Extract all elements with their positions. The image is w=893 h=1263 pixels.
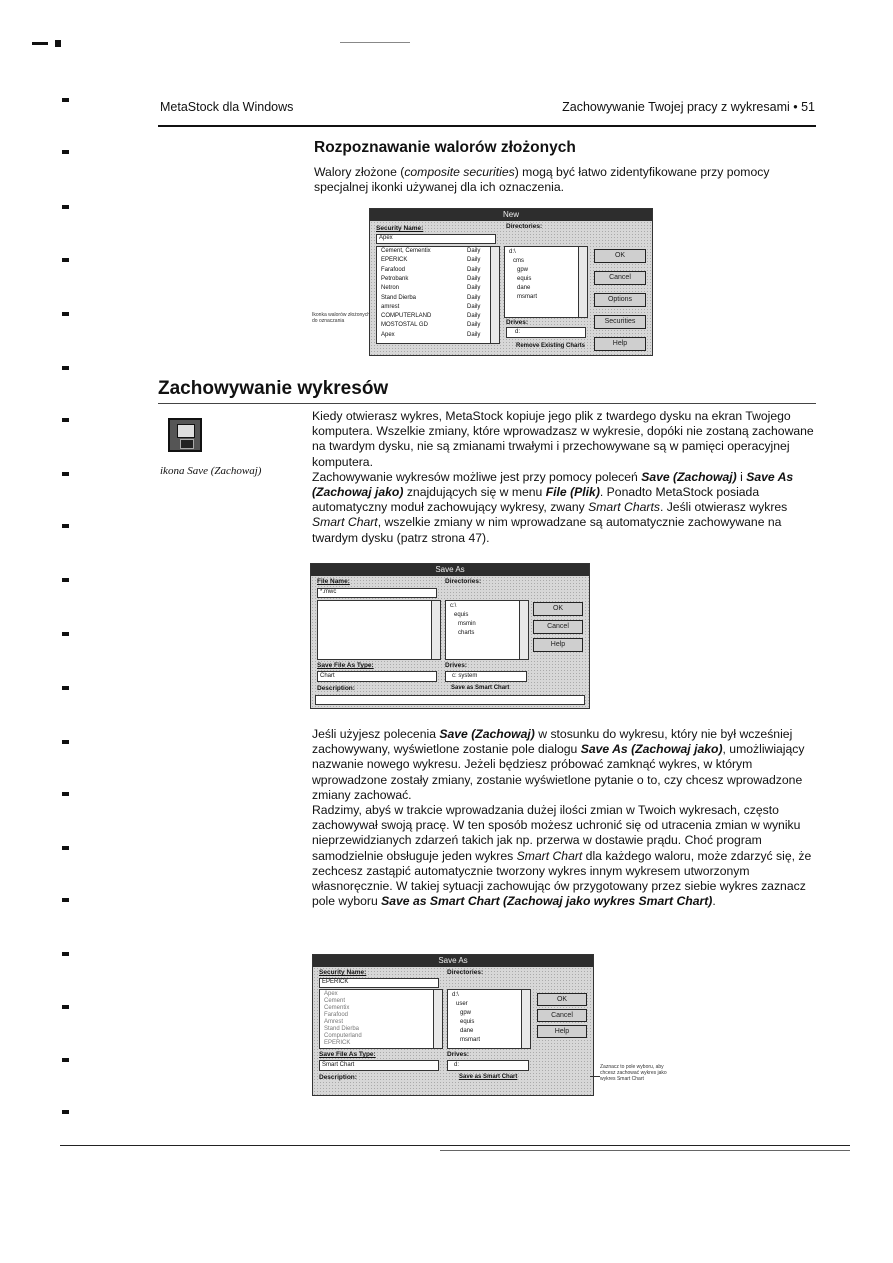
paragraph: Jeśli użyjesz polecenia Save (Zachowaj) w stosunku do wykresu, który nie był wcześniej zachowywany, wyświetlone zostanie pole dialogu Save As (Zachowaj jako), umożliwiający nazwanie nowego wykresu. Jeżeli będziesz próbować zamknąć wykres, w którym wprowadzone zostały zmiany, zostanie wyświetlone pytanie o to, czy chcesz wprowadzone zmiany zachować. xyxy=(312,727,805,802)
drives-label: Drives: xyxy=(447,1051,470,1058)
directory-item: equis xyxy=(454,612,469,618)
security-name-input: EPERICK xyxy=(319,978,439,988)
security-name-label: Security Name: xyxy=(376,225,424,232)
list-item-period: Daily xyxy=(467,313,481,320)
directory-item: dane xyxy=(517,285,531,291)
list-item: EPERICK xyxy=(324,1040,351,1046)
description-label: Description: xyxy=(317,685,355,692)
list-item: Cement, Cementix xyxy=(381,248,431,254)
dialog-button: Options xyxy=(594,293,646,307)
list-item: Farafood xyxy=(381,266,406,273)
directory-item: dane xyxy=(460,1028,474,1034)
dialog-button: OK xyxy=(533,602,583,616)
margin-mark xyxy=(62,846,69,850)
list-item-period: Daily xyxy=(467,331,481,338)
dialog-button: OK xyxy=(594,249,646,263)
margin-mark xyxy=(62,258,69,262)
securities-list xyxy=(319,989,443,1049)
directory-item: cms xyxy=(513,258,524,264)
margin-mark xyxy=(62,524,69,528)
dialog-button: Cancel xyxy=(537,1009,587,1022)
directory-item: msmart xyxy=(517,294,537,300)
dialog-button: OK xyxy=(537,993,587,1006)
list-item: EPERICK xyxy=(381,257,408,264)
body-text-2 xyxy=(312,727,822,909)
drives-select: d: xyxy=(447,1060,529,1071)
file-list xyxy=(317,600,441,660)
file-name-label: File Name: xyxy=(317,578,350,585)
list-item-period: Daily xyxy=(467,322,481,329)
dialog-button: Help xyxy=(537,1025,587,1038)
file-name-input: *.mwc xyxy=(317,588,437,598)
drives-label: Drives: xyxy=(445,662,468,669)
margin-mark xyxy=(62,952,69,956)
corner-mark xyxy=(55,40,61,47)
section-heading: Rozpoznawanie walorów złożonych xyxy=(314,139,576,156)
list-item: Netron xyxy=(381,285,400,292)
running-header-right: Zachowywanie Twojej pracy z wykresami • 51 xyxy=(562,100,815,114)
save-type-select: Chart xyxy=(317,671,437,682)
paragraph: Zachowywanie wykresów możliwe jest przy pomocy poleceń Save (Zachowaj) i Save As (Zachowaj jako) znajdujących się w menu File (Plik). Ponadto MetaStock posiada automatyczny moduł zachowujący wykresy, zwany Smart Charts. Jeśli otwierasz wykres Smart Chart, wszelkie zmiany w nim wprowadzane są automatycznie zachowywane na twardym dysku (patrz strona 47). xyxy=(312,469,794,545)
margin-mark xyxy=(62,686,69,690)
dialog-button: Securities xyxy=(594,315,646,329)
directories-list xyxy=(504,246,588,318)
dialog-title: Save As xyxy=(311,564,589,576)
save-type-label: Save File As Type: xyxy=(317,662,374,669)
list-item-period: Daily xyxy=(467,248,481,254)
dialog-button: Cancel xyxy=(594,271,646,285)
list-item: Computerland xyxy=(324,1033,362,1039)
margin-mark xyxy=(62,1005,69,1009)
save-smart-chart-checkbox: Save as Smart Chart xyxy=(451,685,510,691)
margin-mark xyxy=(62,312,69,316)
list-item: COMPUTERLAND xyxy=(381,313,432,320)
smart-chart-callout: Zaznacz to pole wyboru, aby chcesz zachować wykres jako wykres Smart Chart xyxy=(600,1064,667,1082)
drives-label: Drives: xyxy=(506,319,529,326)
save-as-dialog-screenshot xyxy=(310,563,590,709)
list-item: Cementix xyxy=(324,1005,350,1011)
directories-label: Directories: xyxy=(506,223,543,230)
dialog-button: Cancel xyxy=(533,620,583,634)
corner-mark xyxy=(32,42,48,45)
save-icon xyxy=(168,418,202,452)
directories-list xyxy=(445,600,529,660)
directory-item: gpw xyxy=(517,267,529,273)
header-rule xyxy=(158,125,816,127)
margin-mark xyxy=(62,898,69,902)
list-item-period: Daily xyxy=(467,285,481,292)
list-item: Petrobank xyxy=(381,275,409,282)
dialog-title: New xyxy=(370,209,652,221)
paragraph: Radzimy, abyś w trakcie wprowadzania dużej ilości zmian w Twoich wykresach, często zachowywał swoją pracę. W ten sposób możesz uchronić się od utracenia zmian w wyniku nieprzewidzianych zdarzeń takich jak np. przerwa w dostawie prądu. Choć program samodzielnie obsługuje jeden wykres Smart Chart dla każdego waloru, może zdarzyć się, że zechcesz zastąpić automatycznie tworzony wykres innym wykresem utworzonym własnoręcznie. W takiej sytuacji zachowując ów przygotowany przez siebie wykres zaznacz pole wyboru Save as Smart Chart (Zachowaj jako wykres Smart Chart). xyxy=(312,803,812,909)
directories-label: Directories: xyxy=(447,969,484,976)
list-item-period: Daily xyxy=(467,266,481,273)
margin-mark xyxy=(62,366,69,370)
margin-mark xyxy=(62,632,69,636)
description-input xyxy=(315,695,585,705)
list-item: MOSTOSTAL GD xyxy=(381,322,428,329)
margin-mark xyxy=(62,578,69,582)
dialog-button: Help xyxy=(594,337,646,351)
icon-caption: ikona Save (Zachowaj) xyxy=(160,465,262,477)
remove-charts-checkbox: Remove Existing Charts xyxy=(516,343,586,349)
margin-mark xyxy=(62,740,69,744)
margin-mark xyxy=(62,1058,69,1062)
chapter-heading: Zachowywanie wykresów xyxy=(158,378,389,399)
description-label: Description: xyxy=(319,1074,357,1081)
directory-item: msmart xyxy=(460,1037,480,1043)
margin-mark xyxy=(62,792,69,796)
directories-list xyxy=(447,989,531,1049)
directory-item: equis xyxy=(460,1019,475,1025)
directory-item: c:\ xyxy=(450,603,457,609)
directory-item: d:\ xyxy=(452,992,459,998)
callout-line xyxy=(590,1076,600,1077)
running-header-left: MetaStock dla Windows xyxy=(160,100,294,114)
dialog-button: Help xyxy=(533,638,583,652)
footer-rule-2 xyxy=(440,1150,850,1151)
save-type-select: Smart Chart xyxy=(319,1060,439,1071)
margin-mark xyxy=(62,1110,69,1114)
list-item: Stand Dierba xyxy=(381,294,417,301)
directory-item: equis xyxy=(517,276,532,282)
margin-mark xyxy=(62,472,69,476)
directory-item: charts xyxy=(458,630,475,636)
margin-mark xyxy=(62,418,69,422)
footer-rule xyxy=(60,1145,850,1146)
body-text xyxy=(312,409,822,546)
securities-list xyxy=(376,246,500,344)
save-type-label: Save File As Type: xyxy=(319,1051,376,1058)
directory-item: msmin xyxy=(458,621,476,627)
chapter-rule xyxy=(158,403,816,404)
margin-mark xyxy=(62,98,69,102)
directory-item: user xyxy=(456,1001,468,1007)
list-item-period: Daily xyxy=(467,294,481,301)
top-thin-rule xyxy=(340,42,410,43)
list-item: Stand Dierba xyxy=(324,1026,360,1032)
directory-item: gpw xyxy=(460,1010,472,1016)
security-name-input: Apex xyxy=(376,234,496,244)
margin-mark xyxy=(62,150,69,154)
composite-icon-callout: Ikonka walorów złożonych do oznaczania xyxy=(312,312,371,324)
list-item: Apex xyxy=(381,331,395,338)
new-dialog-screenshot xyxy=(369,208,653,356)
save-smart-chart-checkbox: Save as Smart Chart xyxy=(459,1074,518,1080)
list-item: Apex xyxy=(324,991,338,997)
list-item-period: Daily xyxy=(467,275,481,282)
list-item-period: Daily xyxy=(467,303,481,310)
paragraph: Walory złożone (composite securities) mogą być łatwo zidentyfikowane przy pomocy specjalnej ikonki używanej dla ich oznaczenia. xyxy=(314,165,770,195)
margin-mark xyxy=(62,205,69,209)
paragraph: Kiedy otwierasz wykres, MetaStock kopiuje jego plik z twardego dysku na ekran Twojego komputera. Wszelkie zmiany, które wprowadzasz w wykresie, dopóki nie zostaną zachowane na twardym dysku, nie są zmianami trwałymi i przechowywane są w pamięci operacyjnej komputera. xyxy=(312,409,814,469)
list-item: amrest xyxy=(381,303,400,310)
dialog-title: Save As xyxy=(313,955,593,967)
directory-item: d:\ xyxy=(509,249,516,255)
drives-select: c: system xyxy=(445,671,527,682)
drives-select: d: xyxy=(506,327,586,338)
list-item-period: Daily xyxy=(467,257,481,264)
directories-label: Directories: xyxy=(445,578,482,585)
list-item: Amrest xyxy=(324,1019,344,1025)
security-name-label: Security Name: xyxy=(319,969,367,976)
list-item: Farafood xyxy=(324,1012,349,1018)
list-item: Cement xyxy=(324,998,346,1004)
save-as-smart-chart-dialog-screenshot xyxy=(312,954,594,1096)
